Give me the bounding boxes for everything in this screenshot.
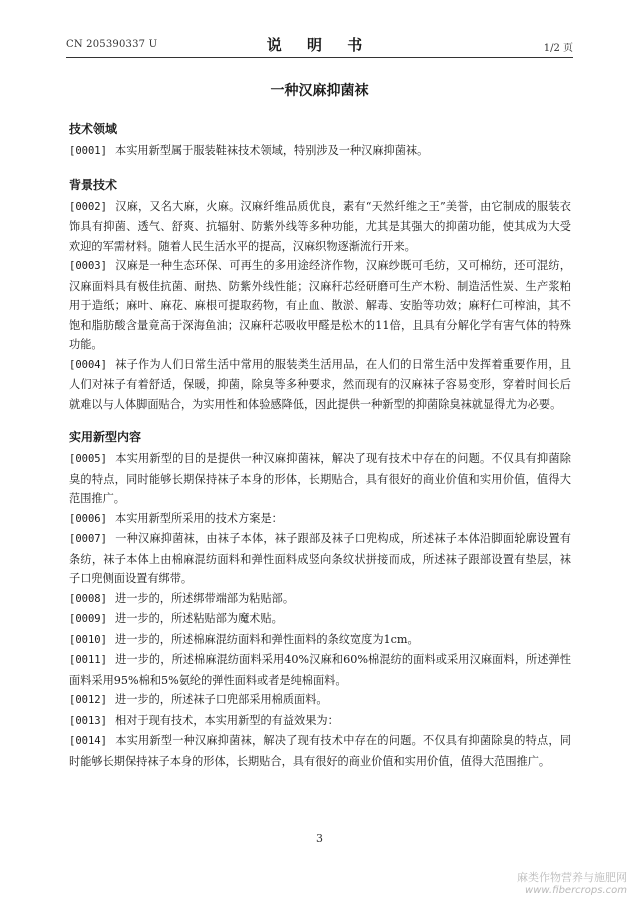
paragraph-text: 进一步的，所述袜子口兜部采用棉质面料。: [115, 693, 328, 706]
page-indicator: 1/2 页: [543, 43, 573, 54]
paragraph-number: [0012]: [69, 694, 107, 706]
paragraph-number: [0003]: [69, 260, 107, 272]
paragraph: [69, 650, 571, 690]
paragraph-text: 袜子作为人们日常生活中常用的服装类生活用品，在人们的日常生活中发挥着重要作用，且人们对袜子有着舒适，保暖，抑菌，除臭等多种要求，然而现有的汉麻袜子容易变形，穿着时间长后就难以与人体脚面贴合，为实用性和体验感降低，因此提供一种新型的抑菌除臭袜就显得尤为必要。: [69, 357, 571, 411]
paragraph-text: 一种汉麻抑菌袜，由袜子本体，袜子跟部及袜子口兜构成，所述袜子本体沿脚面轮廓设置有条纺，袜子本体上由棉麻混纺面料和弹性面料成竖向条纹状拼接而成，所述袜子跟部设置有垫层，袜子口兜侧面设置有绑带。: [69, 532, 571, 585]
paragraph-text: 进一步的，所述绑带端部为粘贴部。: [115, 591, 295, 605]
paragraph-number: [0009]: [69, 613, 107, 625]
section: [69, 428, 571, 771]
patent-number: CN 205390337 U: [66, 39, 158, 50]
document-type: 说 明 书: [266, 36, 373, 54]
paragraph-text: 本实用新型的目的是提供一种汉麻抑菌袜，解决了现有技术中存在的问题。不仅具有抑菌除臭的特点，同时能够长期保持袜子本身的形体，长期贴合，具有很好的商业价值和实用价值，值得大范围推广。: [69, 452, 571, 505]
paragraph: [69, 690, 571, 711]
paragraph-number: [0002]: [69, 200, 107, 213]
paragraph-text: 汉麻是一种生态环保、可再生的多用途经济作物，汉麻纱既可毛纺，又可棉纺，还可混纺，汉麻面料具有极佳抗菌、耐热、防紫外线性能；汉麻秆芯经研磨可生产木粉、制造活性炭、生产浆粕用于造纸；麻叶、麻花、麻根可提取药物，有止血、散淤、解毒、安胎等功效；麻籽仁可榨油，其不饱和脂肪酸含量竟高于深海鱼油；汉麻秆芯吸收甲醛是松木的11倍，且具有分解化学有害气体的特殊功能。: [69, 259, 571, 351]
page-header: [66, 33, 573, 55]
paragraph: [69, 197, 571, 257]
paragraph-number: [0006]: [69, 512, 107, 525]
section-heading: 实用新型内容: [69, 430, 142, 444]
section: [69, 120, 571, 162]
paragraph: [69, 630, 571, 651]
paragraph: [69, 609, 571, 630]
section: [69, 176, 571, 415]
paragraph-text: 本实用新型一种汉麻抑菌袜，解决了现有技术中存在的问题。不仅具有抑菌除臭的特点，同时能够长期保持袜子本身的形体，长期贴合，具有很好的商业价值和实用价值，值得大范围推广。: [69, 734, 571, 768]
paragraph-text: 相对于现有技术，本实用新型的有益效果为：: [115, 713, 339, 727]
paragraph-number: [0010]: [69, 633, 107, 646]
section-heading: 背景技术: [69, 177, 118, 192]
paragraph-number: [0007]: [69, 533, 107, 545]
paragraph-text: 进一步的，所述棉麻混纺面料采用40%汉麻和60%棉混纺的面料或采用汉麻面料，所述弹性面料采用95%棉和5%氨纶的弹性面料或者是纯棉面料。: [69, 653, 571, 687]
paragraph-number: [0013]: [69, 714, 107, 727]
paragraph-number: [0001]: [69, 145, 107, 157]
paragraph: [69, 256, 571, 355]
paragraph-number: [0011]: [69, 654, 107, 666]
watermark-text: 麻类作物营养与施肥网: [517, 871, 627, 884]
watermark: [517, 871, 627, 897]
paragraph-number: [0005]: [69, 453, 107, 465]
paragraph: [69, 711, 571, 732]
paragraph: [69, 355, 571, 415]
page-number: 3: [316, 832, 323, 845]
paragraph-text: 本实用新型属于服装鞋袜技术领域，特别涉及一种汉麻抑菌袜。: [115, 144, 429, 157]
paragraph-number: [0008]: [69, 592, 107, 605]
document-title: 一种汉麻抑菌袜: [270, 83, 369, 99]
document-body: [69, 120, 571, 785]
paragraph-text: 汉麻，又名大麻，火麻。汉麻纤维品质优良，素有“天然纤维之王”美誉，由它制成的服装衣饰具有抑菌、透气、舒爽、抗辐射、防紫外线等多种功能，尤其是其强大的抑菌功能，使其成为大受欢迎的军需材料。随着人民生活水平的提高，汉麻织物逐渐流行开来。: [69, 199, 571, 253]
paragraph-text: 进一步的，所述粘贴部为魔术贴。: [115, 612, 283, 625]
paragraph: [69, 141, 571, 162]
paragraph-text: 进一步的，所述棉麻混纺面料和弹性面料的条纹宽度为1cm。: [115, 632, 419, 646]
section-heading: 技术领域: [69, 122, 118, 136]
paragraph-number: [0004]: [69, 358, 107, 371]
paragraph-text: 本实用新型所采用的技术方案是：: [115, 511, 283, 525]
paragraph: [69, 449, 571, 509]
header-divider: [66, 57, 573, 58]
watermark-url: www.fibercrops.com: [525, 885, 627, 896]
paragraph: [69, 509, 571, 530]
paragraph-number: [0014]: [69, 735, 107, 747]
paragraph: [69, 589, 571, 610]
paragraph: [69, 529, 571, 589]
paragraph: [69, 731, 571, 771]
